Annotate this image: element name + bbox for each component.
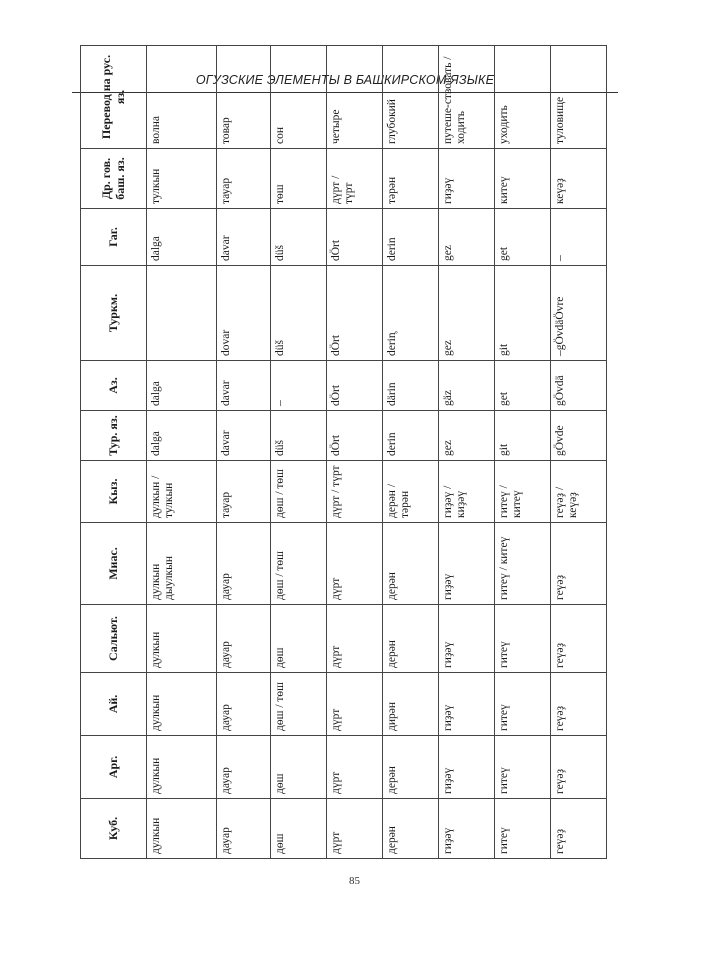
table-cell: дүрт / түрт	[327, 461, 383, 523]
table-cell: туловище	[551, 46, 607, 149]
table-cell: gez	[439, 209, 495, 266]
table-cell: дауар	[217, 799, 271, 859]
table-cell: дүрт	[327, 523, 383, 605]
table-cell: путеше-ствовать / ходить	[439, 46, 495, 149]
table-cell: четыре	[327, 46, 383, 149]
table-cell: düš	[271, 411, 327, 461]
running-header: ОГУЗСКИЕ ЭЛЕМЕНТЫ В БАШКИРСКОМ ЯЗЫКЕ	[195, 73, 495, 87]
table-cell: dÖrt	[327, 266, 383, 361]
column-header: Перевод на рус. яз.	[81, 46, 147, 149]
table-cell: gÖvdä	[551, 361, 607, 411]
table-cell: дулкын	[147, 736, 217, 799]
table-cell: derin	[383, 411, 439, 461]
table-cell: волна	[147, 46, 217, 149]
table-cell: гиҙәү	[439, 523, 495, 605]
table-cell: dovar	[217, 266, 271, 361]
table-cell: dÖrt	[327, 209, 383, 266]
column-header: Куб.	[81, 799, 147, 859]
table-cell: дулкын	[147, 605, 217, 673]
table-cell: дерән	[383, 605, 439, 673]
table-cell: дөш	[271, 799, 327, 859]
table-cell: gez	[439, 266, 495, 361]
column-header: Ай.	[81, 673, 147, 736]
table-cell: дулкын	[147, 799, 217, 859]
table-cell: дүрт / түрт	[327, 149, 383, 209]
table-cell: гитеү	[495, 736, 551, 799]
table-row	[439, 46, 495, 859]
table-cell: git	[495, 266, 551, 361]
column-header: Кыз.	[81, 461, 147, 523]
column-header: Арг.	[81, 736, 147, 799]
table-cell: дауар	[217, 523, 271, 605]
table-row	[147, 46, 217, 859]
table-cell: davar	[217, 361, 271, 411]
table-cell: дүрт	[327, 605, 383, 673]
column-header: Тур. яз.	[81, 411, 147, 461]
table-row	[271, 46, 327, 859]
table-cell: гиҙәү	[439, 149, 495, 209]
table-cell: dalga	[147, 411, 217, 461]
table-cell: геүәҙ	[551, 736, 607, 799]
table-cell: düš	[271, 209, 327, 266]
table-cell: гиҙәү	[439, 736, 495, 799]
table-cell: get	[495, 209, 551, 266]
table-cell: гитеү / китеү	[495, 461, 551, 523]
table-cell: gäz	[439, 361, 495, 411]
table-cell: геүәҙ / кеүәҙ	[551, 461, 607, 523]
table-row	[383, 46, 439, 859]
table-cell: dalga	[147, 209, 217, 266]
table-cell: тәрән	[383, 149, 439, 209]
table-row	[327, 46, 383, 859]
column-header: Миас.	[81, 523, 147, 605]
table-cell	[147, 266, 217, 361]
table-cell: сон	[271, 46, 327, 149]
table-cell: гиҙәү / киҙәү	[439, 461, 495, 523]
column-header: Аз.	[81, 361, 147, 411]
column-header: Сальют.	[81, 605, 147, 673]
table-cell: дөш / төш	[271, 673, 327, 736]
table-cell: гитеү	[495, 605, 551, 673]
table-cell: геүәҙ	[551, 673, 607, 736]
table-cell: düš	[271, 266, 327, 361]
table-cell: davar	[217, 209, 271, 266]
table-cell: уходить	[495, 46, 551, 149]
column-header: Гаг.	[81, 209, 147, 266]
table-cell: товар	[217, 46, 271, 149]
table-cell: китеү	[495, 149, 551, 209]
table-cell: төш	[271, 149, 327, 209]
table-cell: дерән	[383, 523, 439, 605]
table-row	[551, 46, 607, 859]
column-header: Туркм.	[81, 266, 147, 361]
column-header: Др. гов. баш. яз.	[81, 149, 147, 209]
table-cell: därin	[383, 361, 439, 411]
table-cell: дерән	[383, 736, 439, 799]
table-cell: гитеү	[495, 673, 551, 736]
table-cell: гитеү / китеү	[495, 523, 551, 605]
table-cell: –	[551, 209, 607, 266]
table-cell: дулкын / тулкын	[147, 461, 217, 523]
table-cell: get	[495, 361, 551, 411]
table-cell: дөш	[271, 605, 327, 673]
table-cell: глубокий	[383, 46, 439, 149]
table-cell: тулкын	[147, 149, 217, 209]
table-cell: гиҙәү	[439, 799, 495, 859]
table-cell: дауар	[217, 736, 271, 799]
table-cell: derin	[383, 209, 439, 266]
table-cell: –	[271, 361, 327, 411]
table-cell: гиҙәү	[439, 605, 495, 673]
table-cell: дерән / тәрән	[383, 461, 439, 523]
table-cell: дүрт	[327, 673, 383, 736]
table-cell: gÖvde	[551, 411, 607, 461]
table-cell: дүрт	[327, 736, 383, 799]
table-cell: тауар	[217, 461, 271, 523]
table-cell: дулкын дыулкын	[147, 523, 217, 605]
table-cell: дулкын	[147, 673, 217, 736]
table-cell: dalga	[147, 361, 217, 411]
table-cell: gez	[439, 411, 495, 461]
table-cell: дөш / төш	[271, 461, 327, 523]
header-row	[81, 46, 147, 859]
table-cell: дөш / төш	[271, 523, 327, 605]
table-cell: гиҙәү	[439, 673, 495, 736]
table-cell: дирән	[383, 673, 439, 736]
table-cell: геүәҙ	[551, 523, 607, 605]
table-cell: dÖrt	[327, 411, 383, 461]
comparison-table	[80, 45, 607, 859]
table-cell: dÖrt	[327, 361, 383, 411]
table-cell: дерән	[383, 799, 439, 859]
table-cell: дүрт	[327, 799, 383, 859]
table-cell: тауар	[217, 149, 271, 209]
table-cell: геүәҙ	[551, 799, 607, 859]
table-cell: дауар	[217, 605, 271, 673]
table-cell: кеүәҙ	[551, 149, 607, 209]
table-cell: геүәҙ	[551, 605, 607, 673]
table-cell: davar	[217, 411, 271, 461]
table-cell: дауар	[217, 673, 271, 736]
table-cell: derin̥	[383, 266, 439, 361]
table-cell: –gÖvdäÖvre	[551, 266, 607, 361]
table-cell: гитеү	[495, 799, 551, 859]
table-row	[217, 46, 271, 859]
table-cell: git	[495, 411, 551, 461]
page-number: 85	[349, 875, 360, 887]
table-row	[495, 46, 551, 859]
table-cell: дөш	[271, 736, 327, 799]
